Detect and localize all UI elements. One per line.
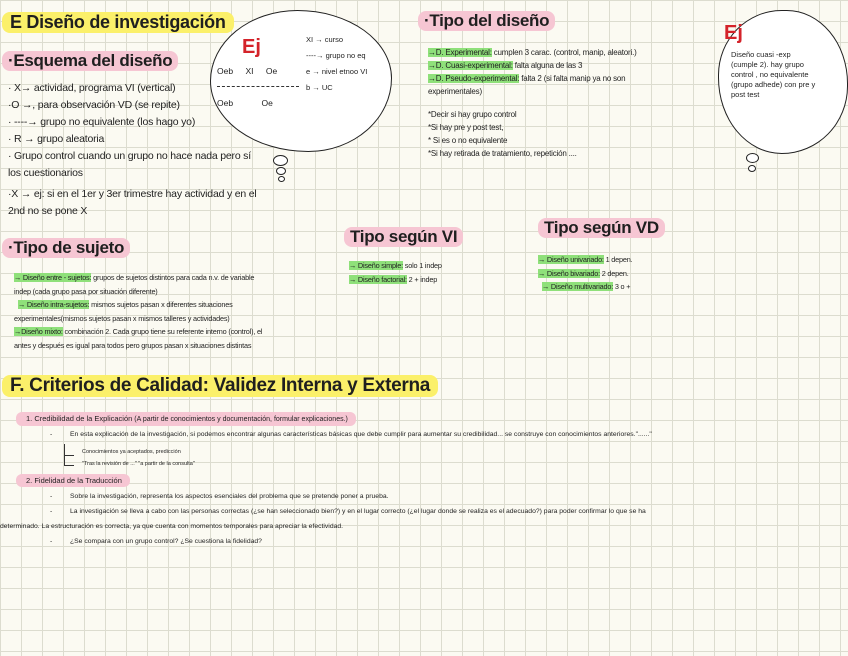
- esquema-line: · Grupo control cuando un grupo no hace nada pero sí: [8, 150, 251, 162]
- legend-item: e → nivel etnoo VI: [306, 67, 368, 76]
- cloud-cell: Oe: [261, 98, 273, 108]
- note: *Si hay pre y post test,: [428, 123, 504, 132]
- item-text: falta 2 (si falta manip ya no son: [519, 74, 626, 83]
- cloud-legend: [306, 32, 367, 96]
- list-item: [538, 267, 632, 281]
- cloud-cell: Oe: [265, 66, 278, 76]
- legend-item: b → UC: [306, 83, 333, 92]
- item-label: →D. Experimental:: [428, 48, 492, 57]
- tipo-vi-list: [349, 259, 442, 286]
- list-item: [14, 298, 339, 312]
- item-text: mismos sujetos pasan x diferentes situaciones: [89, 300, 233, 309]
- list-item: [14, 271, 339, 285]
- cloud-cell: Oeb: [217, 66, 234, 76]
- criterio-label: 1. Credibilidad de la Explicación: [26, 414, 133, 423]
- list-item-cont: determinado. La estructuración es correcta, ya que cuenta con momentos temporales para apreciar la efectividad.: [0, 523, 344, 530]
- list-item: [428, 59, 713, 72]
- list-item: [428, 46, 713, 59]
- item-text: 3 o +: [613, 282, 631, 291]
- item-text: indep (cada grupo pasa por situación diferente): [14, 286, 158, 296]
- esquema-heading: ·Esquema del diseño: [2, 51, 178, 71]
- legend-item: ----→ grupo no eq: [306, 51, 366, 60]
- esquema-line: los cuestionarios: [8, 167, 83, 179]
- item-label: → Diseño factorial:: [349, 274, 407, 284]
- esquema-line: · ----→ grupo no equivalente (los hago yo): [8, 116, 196, 128]
- list-item: [428, 72, 713, 85]
- esquema-line: ·X → ej: si en el 1er y 3er trimestre hay actividad y en el: [8, 188, 257, 200]
- item-text: 1 depen.: [603, 255, 633, 264]
- criterios-heading: F. Criterios de Calidad: Validez Interna y Externa: [2, 375, 438, 397]
- item-text: solo 1 indep: [402, 261, 442, 270]
- cloud-bubble: [748, 165, 756, 172]
- criterio-1-bullet: - En esta explicación de la investigación, si podemos encontrar algunas características básicas que debe cumplir para aumentar su credibilidad... se construye con conocimientos anteriores."......": [50, 431, 652, 438]
- esquema-line: 2nd no se pone X: [8, 205, 88, 217]
- item-text: grupos de sujetos distintos para cada n.v. de variable: [91, 273, 255, 282]
- tipo-diseno-heading: ·Tipo del diseño: [418, 11, 555, 31]
- cloud-bubble: [278, 176, 285, 182]
- criterio-2-heading: 2. Fidelidad de la Traducción: [16, 474, 130, 487]
- item-label: →D. Pseudo-experimental:: [428, 74, 520, 83]
- criterio-paren: (A partir de conocimientos y documentación, formular explicaciones.): [132, 416, 348, 423]
- list-item: [14, 312, 339, 326]
- dashed-line: [217, 86, 299, 87]
- tipo-diseno-list: [428, 46, 713, 160]
- sub-item: Conocimientos ya aceptados, predicción: [82, 449, 181, 455]
- esquema-line: · R → grupo aleatoria: [8, 133, 105, 145]
- item-text: antes y después es igual para todos pero grupos pasan x situaciones distintas: [14, 340, 252, 350]
- legend-item: XI → curso: [306, 35, 344, 44]
- cloud-row: [217, 98, 273, 108]
- list-item: [349, 259, 442, 273]
- tipo-sujeto-heading: ·Tipo de sujeto: [2, 238, 130, 258]
- item-label: →D. Cuasi-experimental:: [428, 61, 513, 70]
- item-text: combinación 2. Cada grupo tiene su referente interno (control), el: [62, 327, 263, 336]
- cloud-text: Diseño cuasi -exp (cumple 2). hay grupo control , no equivalente (grupo adhede) con pre y post test: [731, 50, 816, 99]
- bracket: [64, 455, 74, 456]
- bracket: [64, 465, 74, 466]
- cloud-row: [217, 66, 277, 76]
- item-label: → Diseño bivariado:: [538, 268, 600, 278]
- list-item: [14, 285, 339, 299]
- bullet-text: ¿Se compara con un grupo control? ¿Se cuestiona la fidelidad?: [70, 538, 262, 545]
- page-title: E Diseño de investigación: [2, 12, 234, 33]
- cloud-bubble: [746, 153, 759, 163]
- cloud-bubble: [276, 167, 286, 175]
- cloud-ej-label: Ej: [724, 22, 743, 44]
- list-item: [538, 280, 632, 294]
- item-text: cumplen 3 carac. (control, manip, aleatori.): [491, 48, 637, 57]
- list-item: [349, 273, 442, 287]
- bullet-text: La investigación se lleva a cabo con las personas correctas (¿se han seleccionado bien?) y en el lugar correcto (¿el lugar donde se realiza es el adecuado?) para poder confirmar lo que se ha: [70, 508, 646, 515]
- bullet-text: Sobre la investigación, representa los aspectos esenciales del problema que se pretende poner a prueba.: [70, 493, 389, 500]
- tipo-vd-heading: Tipo según VD: [538, 218, 665, 238]
- list-item-cont: experimentales): [428, 87, 482, 96]
- item-text: experimentales(mismos sujetos pasan x mismos talleres y actividades): [14, 313, 230, 323]
- list-item: [538, 253, 632, 267]
- tipo-vd-list: [538, 253, 632, 294]
- list-item: [14, 339, 339, 353]
- item-label: → Diseño entre - sujetos:: [14, 273, 92, 282]
- item-label: → Diseño multivariado:: [542, 282, 614, 291]
- item-label: → Diseño simple:: [349, 261, 403, 270]
- esquema-line: ·O →, para observación VD (se repite): [8, 99, 180, 111]
- item-label: →Diseño mixto:: [14, 327, 63, 336]
- criterio-1-sub: [82, 446, 195, 470]
- item-label: → Diseño univariado:: [538, 255, 604, 264]
- cloud-cell: Oeb: [217, 98, 234, 108]
- list-item: - Sobre la investigación, representa los aspectos esenciales del problema que se pretende poner a prueba.: [50, 493, 389, 500]
- item-text: 2 depen.: [599, 268, 629, 278]
- esquema-line: · X→ actividad, programa VI (vertical): [8, 82, 176, 94]
- note: * Si es o no equivalente: [428, 136, 508, 145]
- cloud-ej-label: Ej: [242, 36, 261, 58]
- bullet-text: En esta explicación de la investigación, si podemos encontrar algunas características básicas que debe cumplir para aumentar su credibilidad... se construye con conocimientos anteriores."......": [70, 431, 652, 438]
- tipo-vi-heading: Tipo según VI: [344, 227, 463, 247]
- item-text: falta alguna de las 3: [512, 61, 583, 70]
- note: *Si hay retirada de tratamiento, repetición ....: [428, 149, 577, 158]
- criterio-2-bullets: [0, 489, 848, 549]
- cloud-bubble: [273, 155, 288, 166]
- item-label: → Diseño intra-sujetos:: [18, 300, 90, 309]
- note: *Decir si hay grupo control: [428, 110, 517, 119]
- list-item: [14, 325, 339, 339]
- list-item: - La investigación se lleva a cabo con las personas correctas (¿se han seleccionado bien?) y en el lugar correcto (¿el lugar donde se realiza es el adecuado?) para poder confirmar lo que se ha: [50, 508, 646, 515]
- cloud-cell: XI: [245, 66, 254, 76]
- list-item: - ¿Se compara con un grupo control? ¿Se cuestiona la fidelidad?: [50, 538, 262, 545]
- tipo-sujeto-list: [14, 271, 339, 352]
- criterio-1-heading: [16, 412, 356, 426]
- item-text: 2 + indep: [406, 274, 438, 284]
- sub-item: "Tras la revisión de ..." "a partir de la consulta": [82, 461, 195, 467]
